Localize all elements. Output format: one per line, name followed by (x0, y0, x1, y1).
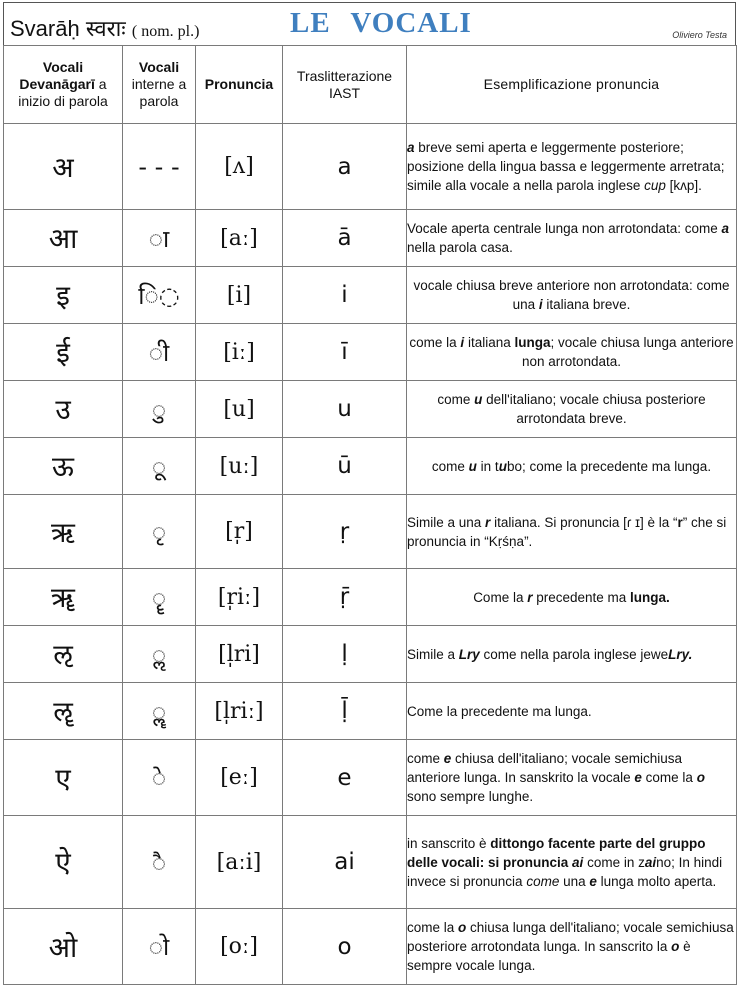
example-text: Come la precedente ma lunga. (407, 703, 592, 719)
ipa-pronunciation: [eː] (196, 740, 283, 816)
vowels-table (3, 45, 737, 985)
ipa-pronunciation: [aːi] (196, 816, 283, 909)
iast-transliteration: ī (283, 324, 407, 381)
example-text: in sanscrito è dittongo facente parte del gruppo delle vocali: si pronuncia ai come in zaino; In hindi invece si pronuncia come una e lunga molto aperta. (407, 835, 723, 889)
iast-transliteration: ḷ (283, 626, 407, 683)
ipa-pronunciation: [u] (196, 381, 283, 438)
ipa-pronunciation: [uː] (196, 438, 283, 495)
pronunciation-example (407, 909, 737, 985)
iast-transliteration: u (283, 381, 407, 438)
table-row (4, 740, 737, 816)
table-row (4, 626, 737, 683)
iast-transliteration: ṝ (283, 569, 407, 626)
ipa-pronunciation: [oː] (196, 909, 283, 985)
pronunciation-example (407, 267, 737, 324)
table-row (4, 816, 737, 909)
page-title: LE VOCALI (290, 7, 472, 39)
iast-transliteration: ū (283, 438, 407, 495)
ipa-pronunciation: [iː] (196, 324, 283, 381)
medial-sign: ◌ृ (123, 495, 196, 569)
header-bar (3, 2, 736, 46)
example-text: Simile a Lry come nella parola inglese jeweLry. (407, 646, 693, 662)
pronunciation-example (407, 683, 737, 740)
col-header-initial: Vocali Devanāgarī a inizio di parola (4, 46, 123, 124)
table-row (4, 438, 737, 495)
pronunciation-example (407, 495, 737, 569)
initial-vowel: उ (4, 381, 123, 438)
table-row (4, 909, 737, 985)
iast-transliteration: e (283, 740, 407, 816)
iast-transliteration: a (283, 124, 407, 210)
medial-sign: ◌ो (123, 909, 196, 985)
header-left-title (10, 13, 199, 43)
example-text: Vocale aperta centrale lunga non arrotondata: come a nella parola casa. (407, 221, 729, 255)
initial-vowel: अ (4, 124, 123, 210)
initial-vowel: ॡ (4, 683, 123, 740)
pronunciation-example (407, 124, 737, 210)
table-header-row (4, 46, 737, 124)
ipa-pronunciation: [r̩] (196, 495, 283, 569)
iast-transliteration: ḹ (283, 683, 407, 740)
example-text: come la i italiana lunga; vocale chiusa lunga anteriore non arrotondata. (409, 335, 734, 369)
medial-sign: ◌ी (123, 324, 196, 381)
iast-transliteration: i (283, 267, 407, 324)
pronunciation-example (407, 210, 737, 267)
example-text: come la o chiusa lunga dell'italiano; vocale semichiusa posteriore arrotondata lunga. In sanscrito la o è sempre vocale lunga. (407, 920, 734, 973)
ipa-pronunciation: [l̩ri] (196, 626, 283, 683)
initial-vowel: ओ (4, 909, 123, 985)
iast-transliteration: ai (283, 816, 407, 909)
medial-sign: ◌ै (123, 816, 196, 909)
col-header-medial: Vocali interne a parola (123, 46, 196, 124)
pronunciation-example (407, 438, 737, 495)
medial-sign: - - - (123, 124, 196, 210)
table-row (4, 210, 737, 267)
medial-sign: ◌ू (123, 438, 196, 495)
table-row (4, 569, 737, 626)
example-text: Simile a una r italiana. Si pronuncia [ɾ ɪ] è la “r” che si pronuncia in “Kṛśṇa”. (407, 514, 727, 549)
ipa-pronunciation: [aː] (196, 210, 283, 267)
pronunciation-example (407, 816, 737, 909)
iast-transliteration: o (283, 909, 407, 985)
pronunciation-example (407, 381, 737, 438)
iast-transliteration: ā (283, 210, 407, 267)
ipa-pronunciation: [i] (196, 267, 283, 324)
table-row (4, 267, 737, 324)
table-row (4, 324, 737, 381)
table-row (4, 683, 737, 740)
pronunciation-example (407, 569, 737, 626)
pronunciation-example (407, 324, 737, 381)
initial-vowel: इ (4, 267, 123, 324)
medial-sign: ◌ा (123, 210, 196, 267)
example-text: come u in tubo; come la precedente ma lunga. (431, 458, 712, 474)
col-header-pronunciation: Pronuncia (196, 46, 283, 124)
medial-sign: ◌ॄ (123, 569, 196, 626)
medial-sign: ◌े (123, 740, 196, 816)
initial-vowel: ऋ (4, 495, 123, 569)
medial-sign: ◌ॢ (123, 626, 196, 683)
initial-vowel: ॠ (4, 569, 123, 626)
iast-transliteration: ṛ (283, 495, 407, 569)
medial-sign: ◌ु (123, 381, 196, 438)
pronunciation-example (407, 626, 737, 683)
col-header-example: Esemplificazione pronuncia (407, 46, 737, 124)
medial-sign: ि◌ (123, 267, 196, 324)
table-row (4, 381, 737, 438)
col-header-iast: Traslitterazione IAST (283, 46, 407, 124)
initial-vowel: ई (4, 324, 123, 381)
table-row (4, 124, 737, 210)
nom-pl-note: ( nom. pl.) (131, 23, 200, 40)
medial-sign: ◌ॣ (123, 683, 196, 740)
example-text: vocale chiusa breve anteriore non arrotondata: come una i italiana breve. (413, 278, 730, 312)
author-credit: Oliviero Testa (672, 30, 727, 40)
initial-vowel: ऌ (4, 626, 123, 683)
example-text: come e chiusa dell'italiano; vocale semichiusa anteriore lunga. In sanskrito la vocale e come la o sono sempre lunghe. (407, 751, 705, 804)
pronunciation-example (407, 740, 737, 816)
initial-vowel: ऐ (4, 816, 123, 909)
ipa-pronunciation: [ʌ] (196, 124, 283, 210)
ipa-pronunciation: [l̩riː] (196, 683, 283, 740)
initial-vowel: ए (4, 740, 123, 816)
initial-vowel: आ (4, 210, 123, 267)
table-row (4, 495, 737, 569)
svarah-title: Svarāḥ स्वराः (10, 16, 126, 41)
example-text: Come la r precedente ma lunga. (473, 589, 670, 605)
ipa-pronunciation: [r̩iː] (196, 569, 283, 626)
initial-vowel: ऊ (4, 438, 123, 495)
example-text: a breve semi aperta e leggermente posteriore; posizione della lingua bassa e leggermente arretrata; simile alla vocale a nella parola inglese cup [kʌp]. (407, 140, 725, 193)
table-body (4, 124, 737, 985)
example-text: come u dell'italiano; vocale chiusa posteriore arrotondata breve. (437, 392, 706, 426)
